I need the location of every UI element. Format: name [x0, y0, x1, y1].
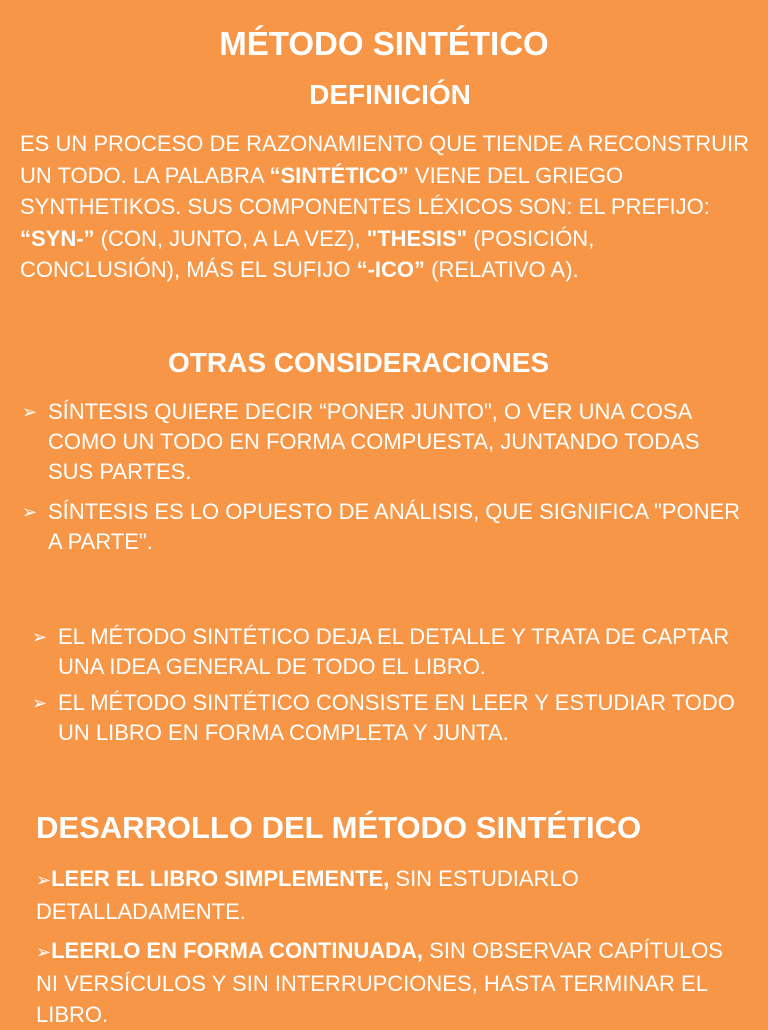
definition-text-2: VIENE DEL GRIEGO SYNTHETIKOS. SUS COMPONENTES LÉXICOS SON: EL PREFIJO: [20, 162, 710, 219]
arrow-bullet-icon: ➢ [22, 502, 38, 522]
definition-text-5: (RELATIVO A). [425, 257, 579, 282]
desarrollo-item-text: SIN ESTUDIARLO DETALLADAMENTE. [36, 866, 579, 924]
page-title: MÉTODO SINTÉTICO [219, 25, 549, 62]
desarrollo-item-text: SIN OBSERVAR CAPÍTULOS NI VERSÍCULOS Y SIN INTERRUPCIONES, HASTA TERMINAR EL LIBRO. [36, 938, 723, 1027]
definition-term-syn: “SYN-” [20, 225, 95, 251]
arrow-bullet-icon: ➢ [32, 627, 48, 647]
definition-text-3: (CON, JUNTO, A LA VEZ), [94, 225, 367, 251]
list-item-text: SÍNTESIS QUIERE DECIR “PONER JUNTO", O VER UNA COSA COMO UN TODO EN FORMA COMPUESTA, JUNTANDO TODAS SUS PARTES. [48, 399, 700, 484]
list-item [32, 622, 758, 682]
arrow-bullet-icon: ➢ [36, 942, 52, 962]
arrow-bullet-icon: ➢ [36, 870, 52, 890]
definition-text-1: ES UN PROCESO DE RAZONAMIENTO QUE TIENDE A RECONSTRUIR UN TODO. LA PALABRA [20, 131, 749, 188]
list-item [32, 688, 758, 748]
desarrollo-item-bold: LEER EL LIBRO SIMPLEMENTE, [51, 866, 390, 891]
arrow-bullet-icon: ➢ [22, 402, 38, 422]
arrow-bullet-icon: ➢ [32, 693, 48, 713]
list-item-text: EL MÉTODO SINTÉTICO CONSISTE EN LEER Y ESTUDIAR TODO UN LIBRO EN FORMA COMPLETA Y JUNTA. [58, 690, 735, 745]
definition-term-ico: “-ICO” [356, 257, 426, 282]
list-item-text: SÍNTESIS ES LO OPUESTO DE ANÁLISIS, QUE SIGNIFICA "PONER A PARTE". [48, 499, 741, 554]
list-item [22, 397, 748, 487]
definition-paragraph [20, 128, 760, 286]
definition-text-4: (POSICIÓN, CONCLUSIÓN), MÁS EL SUFIJO [20, 225, 595, 282]
otras-consideraciones-heading: OTRAS CONSIDERACIONES [168, 347, 550, 378]
desarrollo-item-bold: LEERLO EN FORMA CONTINUADA, [51, 938, 424, 963]
desarrollo-heading: DESARROLLO DEL MÉTODO SINTÉTICO [36, 810, 642, 845]
desarrollo-item [36, 863, 736, 927]
list-item-text: EL MÉTODO SINTÉTICO DEJA EL DETALLE Y TRATA DE CAPTAR UNA IDEA GENERAL DE TODO EL LIBRO. [58, 624, 730, 679]
definition-term-thesis: "THESIS" [366, 225, 468, 251]
definition-heading: DEFINICIÓN [309, 79, 471, 110]
desarrollo-item [36, 935, 736, 1030]
list-item [22, 497, 748, 557]
definition-term-sintetico: “SINTÉTICO” [269, 162, 409, 188]
